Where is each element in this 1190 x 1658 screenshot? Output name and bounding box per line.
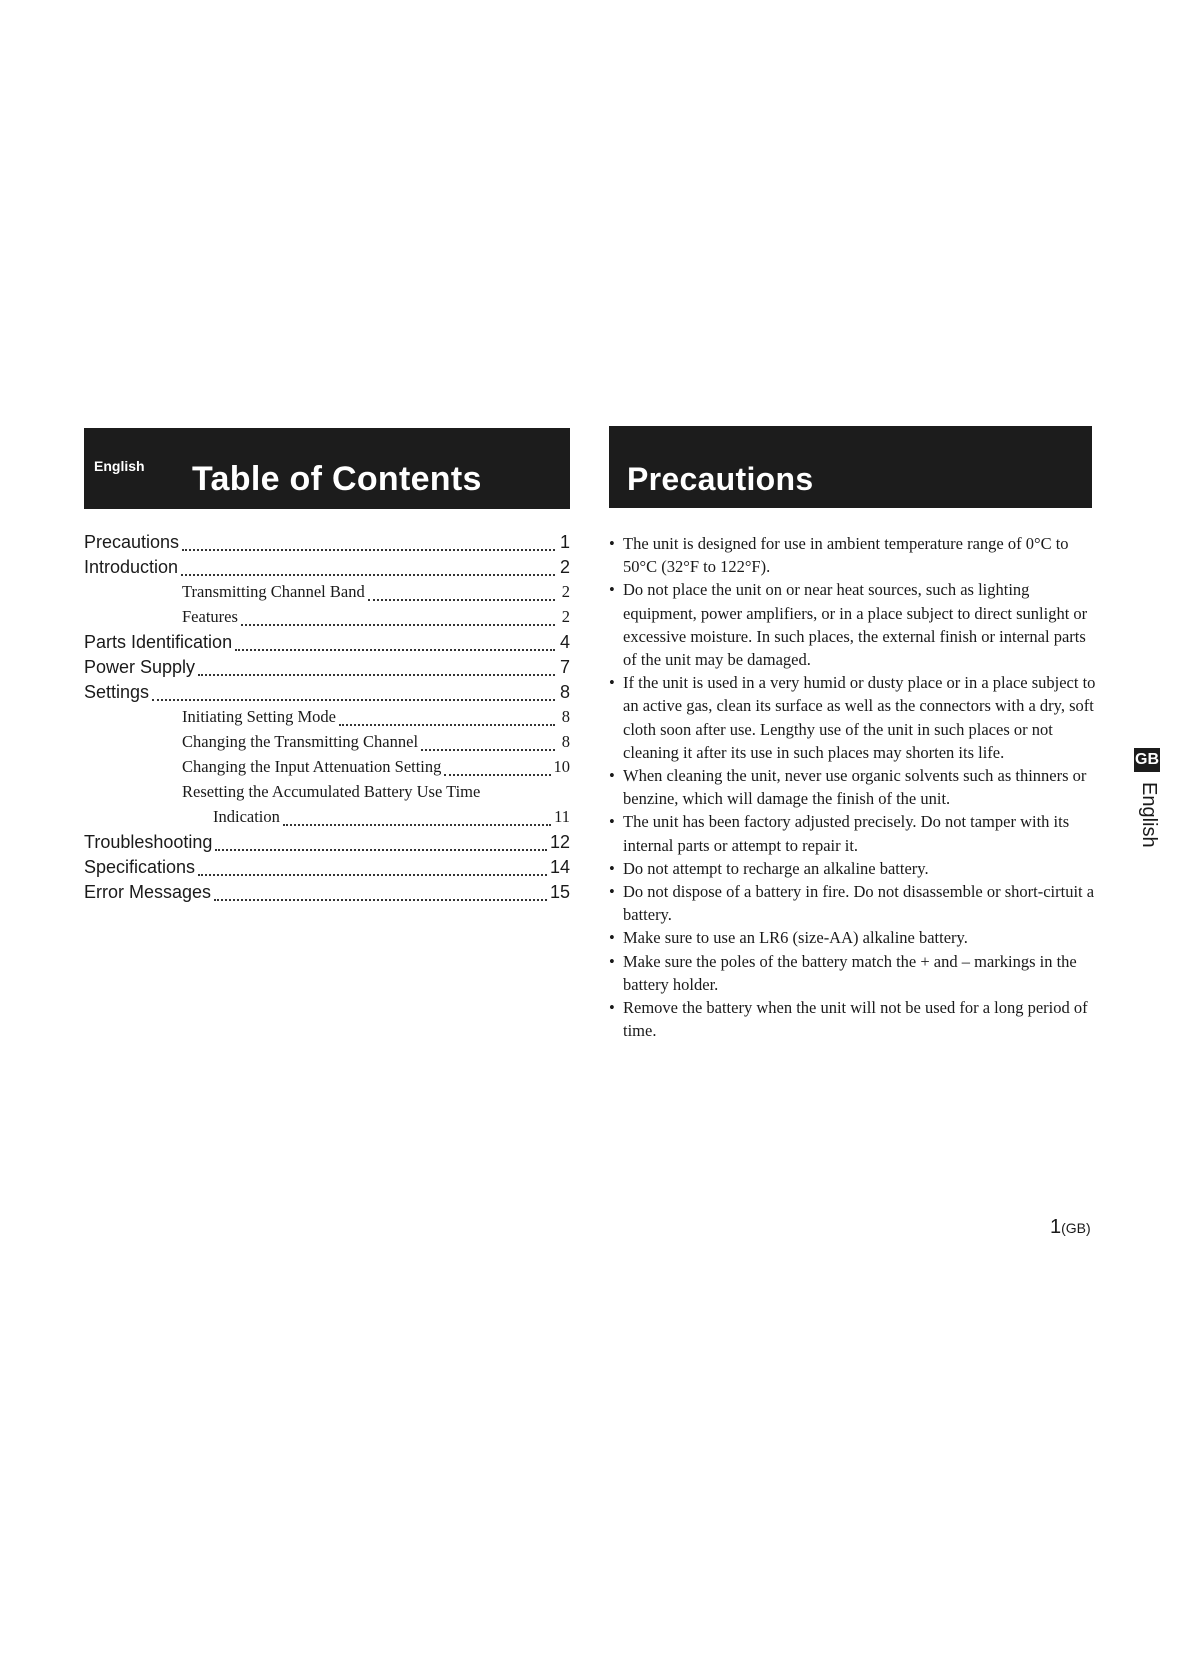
precaution-text: Remove the battery when the unit will not be used for a long period of time. bbox=[623, 998, 1088, 1041]
page-number-value: 1 bbox=[1050, 1216, 1062, 1238]
table-of-contents bbox=[84, 532, 570, 907]
toc-leader-dots bbox=[368, 598, 555, 601]
toc-entry-page: 10 bbox=[553, 757, 570, 776]
precaution-text: If the unit is used in a very humid or dusty place or in a place subject to an active gas, clean its surface as well as the connectors with a dry, soft cloth soon after use. Lengthy use of the unit in such places or not cleaning it after its use in such places may shorten its life. bbox=[623, 673, 1096, 762]
precaution-text: Do not dispose of a battery in fire. Do not disassemble or short-cirtuit a battery. bbox=[623, 882, 1095, 925]
toc-leader-dots bbox=[182, 548, 555, 551]
toc-entry-title: Specifications bbox=[84, 857, 196, 877]
toc-entry-title: Settings bbox=[84, 682, 150, 702]
toc-entry-title: Features bbox=[182, 607, 238, 626]
toc-entry-page: 8 bbox=[561, 707, 570, 726]
bullet-icon: • bbox=[609, 998, 615, 1018]
precaution-text: When cleaning the unit, never use organic solvents such as thinners or benzine, which will damage the finish of the unit. bbox=[623, 766, 1087, 809]
toc-leader-dots bbox=[444, 773, 550, 776]
bullet-icon: • bbox=[609, 534, 615, 553]
toc-entry-title: Precautions bbox=[84, 532, 180, 552]
toc-entry-title: Troubleshooting bbox=[84, 832, 213, 852]
toc-entry-page: 2 bbox=[561, 582, 570, 601]
bullet-icon: • bbox=[609, 812, 615, 832]
toc-leader-dots bbox=[214, 898, 547, 901]
toc-entry-title: Resetting the Accumulated Battery Use Time bbox=[182, 782, 481, 801]
bullet-icon: • bbox=[609, 951, 615, 971]
precautions-title: Precautions bbox=[627, 461, 814, 497]
toc-entry-title: Initiating Setting Mode bbox=[182, 707, 336, 726]
toc-entry bbox=[84, 757, 570, 782]
toc-entry-title: Indication bbox=[213, 807, 280, 826]
toc-leader-dots bbox=[241, 623, 555, 626]
precaution-item bbox=[607, 950, 1097, 996]
side-language-label: English bbox=[1138, 782, 1160, 848]
precautions-banner bbox=[609, 426, 1092, 508]
page-number bbox=[1050, 1216, 1091, 1239]
toc-entry-title: Introduction bbox=[84, 557, 179, 577]
precaution-item bbox=[607, 926, 1097, 949]
precaution-item bbox=[607, 671, 1097, 764]
toc-leader-dots bbox=[339, 723, 555, 726]
precaution-item bbox=[607, 764, 1097, 810]
gb-badge: GB bbox=[1134, 748, 1160, 772]
toc-leader-dots bbox=[283, 823, 551, 826]
toc-leader-dots bbox=[152, 698, 555, 701]
toc-entry bbox=[84, 882, 570, 907]
precaution-item bbox=[607, 996, 1097, 1042]
toc-leader-dots bbox=[215, 848, 547, 851]
toc-leader-dots bbox=[235, 648, 555, 651]
precaution-text: Make sure to use an LR6 (size-AA) alkaline battery. bbox=[623, 928, 968, 948]
toc-leader-dots bbox=[421, 748, 555, 751]
precaution-text: Make sure the poles of the battery match the + and – markings in the battery holder. bbox=[623, 951, 1077, 994]
toc-entry bbox=[84, 532, 570, 557]
toc-entry bbox=[84, 707, 570, 732]
toc-banner bbox=[84, 428, 570, 509]
toc-entry-title: Changing the Transmitting Channel bbox=[182, 732, 419, 751]
toc-entry bbox=[84, 732, 570, 757]
toc-entry-page: 1 bbox=[559, 532, 570, 552]
bullet-icon: • bbox=[609, 928, 615, 948]
bullet-icon: • bbox=[609, 580, 615, 600]
toc-entry-page: 11 bbox=[554, 807, 570, 826]
toc-entry bbox=[84, 682, 570, 707]
precaution-item bbox=[607, 578, 1097, 671]
toc-entry bbox=[84, 607, 570, 632]
bullet-icon: • bbox=[609, 858, 615, 878]
toc-entry-title: Transmitting Channel Band bbox=[182, 582, 365, 601]
language-label: English bbox=[94, 458, 145, 474]
language-side-tab bbox=[1134, 748, 1164, 848]
toc-entry-title: Parts Identification bbox=[84, 632, 233, 652]
toc-entry-page: 2 bbox=[561, 607, 570, 626]
precaution-item bbox=[607, 857, 1097, 880]
bullet-icon: • bbox=[609, 766, 615, 786]
toc-leader-dots bbox=[198, 673, 555, 676]
toc-entry-page: 4 bbox=[559, 632, 570, 652]
toc-entry-page: 14 bbox=[549, 857, 570, 877]
precaution-item bbox=[607, 810, 1097, 856]
precaution-text: The unit is designed for use in ambient temperature range of 0°C to 50°C (32°F to 122°F). bbox=[623, 534, 1069, 577]
toc-entry bbox=[84, 657, 570, 682]
toc-entry bbox=[84, 832, 570, 857]
bullet-icon: • bbox=[609, 673, 615, 693]
toc-leader-dots bbox=[198, 873, 547, 876]
toc-entry-page: 8 bbox=[561, 732, 570, 751]
toc-entry bbox=[84, 807, 570, 832]
toc-entry bbox=[84, 857, 570, 882]
precaution-item bbox=[607, 532, 1097, 578]
toc-entry-page: 2 bbox=[559, 557, 570, 577]
toc-entry bbox=[84, 782, 570, 807]
precaution-text: The unit has been factory adjusted precisely. Do not tamper with its internal parts or attempt to repair it. bbox=[623, 812, 1070, 855]
toc-entry bbox=[84, 632, 570, 657]
bullet-icon: • bbox=[609, 882, 615, 902]
precaution-item bbox=[607, 880, 1097, 926]
toc-entry-title: Power Supply bbox=[84, 657, 196, 677]
toc-title: Table of Contents bbox=[192, 460, 482, 498]
precaution-text: Do not place the unit on or near heat sources, such as lighting equipment, power amplifiers, or in a place subject to direct sunlight or excessive moisture. In such places, the external finish or internal parts of the unit may be damaged. bbox=[623, 580, 1088, 670]
toc-entry-page: 8 bbox=[559, 682, 570, 702]
precautions-list bbox=[607, 532, 1097, 1042]
toc-entry-page: 12 bbox=[549, 832, 570, 852]
toc-leader-dots bbox=[181, 573, 555, 576]
toc-entry-page: 15 bbox=[549, 882, 570, 902]
precaution-text: Do not attempt to recharge an alkaline battery. bbox=[623, 858, 929, 878]
page-number-suffix: (GB) bbox=[1061, 1220, 1091, 1236]
toc-entry bbox=[84, 582, 570, 607]
toc-entry-title: Error Messages bbox=[84, 882, 212, 902]
toc-entry-page: 7 bbox=[559, 657, 570, 677]
toc-entry-title: Changing the Input Attenuation Setting bbox=[182, 757, 442, 776]
toc-entry bbox=[84, 557, 570, 582]
